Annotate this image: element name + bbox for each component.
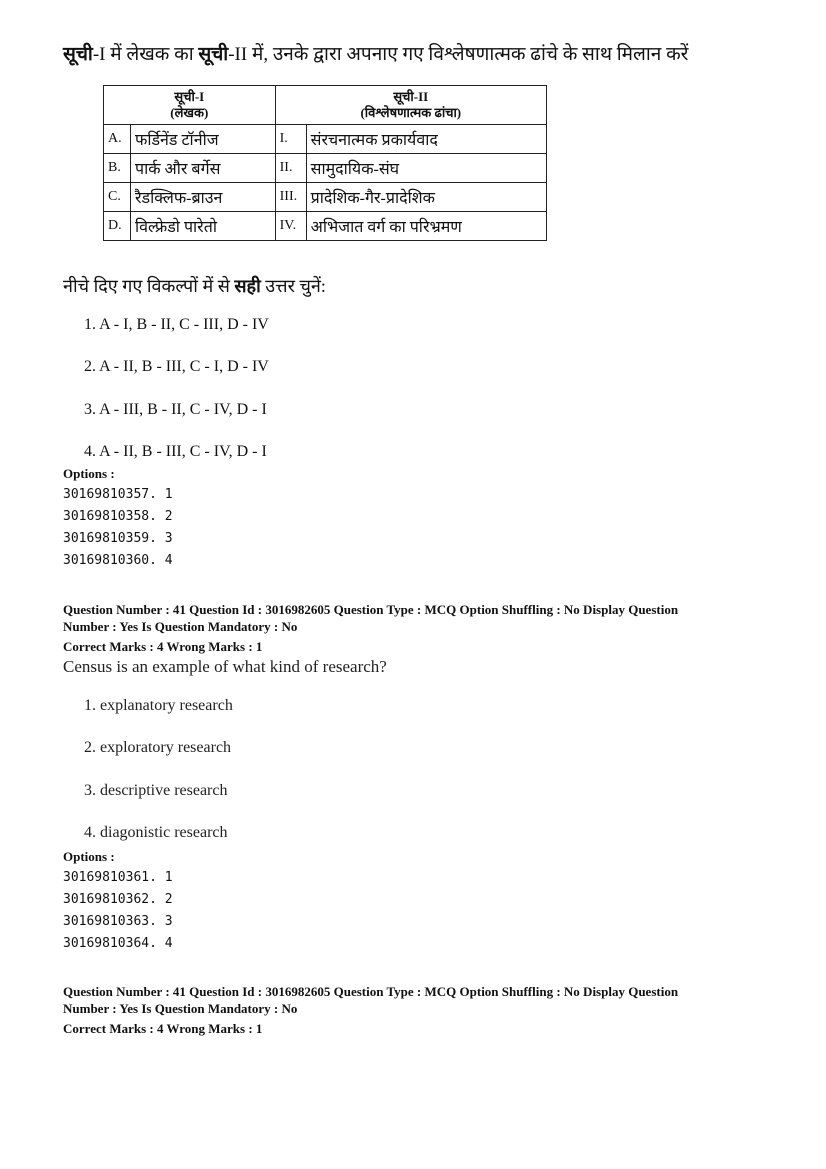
- row-label: II.: [275, 154, 306, 183]
- author-cell: फर्डिनेंड टॉनीज: [131, 125, 276, 154]
- option-id: 30169810358. 2: [63, 509, 173, 524]
- row-label: C.: [104, 183, 131, 212]
- framework-cell: संरचनात्मक प्रकार्यवाद: [306, 125, 546, 154]
- answer-option-3[interactable]: 3. descriptive research: [84, 782, 228, 799]
- title-bold-3: सूची: [198, 44, 229, 65]
- title-bold-1: सूची: [63, 44, 93, 65]
- marks-info: Correct Marks : 4 Wrong Marks : 1: [63, 639, 263, 654]
- framework-cell: प्रादेशिक-गैर-प्रादेशिक: [306, 183, 546, 212]
- answer-option-2[interactable]: 2. A - II, B - III, C - I, D - IV: [84, 358, 269, 375]
- framework-cell: अभिजात वर्ग का परिभ्रमण: [306, 212, 546, 241]
- question-meta: Question Number : 41 Question Id : 3016982605 Question Type : MCQ Option Shuffling : No Display Question Number : Yes Is Question Mandatory : No Correct Marks : 4 Wrong Marks : 1: [63, 601, 763, 655]
- table-row: [104, 154, 547, 183]
- option-id: 30169810359. 3: [63, 531, 173, 546]
- answer-option-4[interactable]: 4. diagonistic research: [84, 824, 228, 841]
- option-id: 30169810361. 1: [63, 870, 173, 885]
- row-label: B.: [104, 154, 131, 183]
- match-table: [103, 85, 547, 241]
- title-part-2: -I में लेखक का: [92, 44, 199, 65]
- list-2-header: सूची-II (विश्लेषणात्मक ढांचा): [275, 86, 546, 125]
- option-id: 30169810357. 1: [63, 487, 173, 502]
- answer-option-4[interactable]: 4. A - II, B - III, C - IV, D - I: [84, 443, 267, 460]
- option-id: 30169810364. 4: [63, 936, 173, 951]
- row-label: IV.: [275, 212, 306, 241]
- answer-option-3[interactable]: 3. A - III, B - II, C - IV, D - I: [84, 401, 267, 418]
- title-part-4: -II में, उनके द्वारा अपनाए गए विश्लेषणात्मक ढांचे के साथ मिलान करें: [228, 44, 689, 65]
- author-cell: पार्क और बर्गेस: [131, 154, 276, 183]
- list-1-header: सूची-I (लेखक): [104, 86, 276, 125]
- option-id: 30169810363. 3: [63, 914, 173, 929]
- option-id: 30169810360. 4: [63, 553, 173, 568]
- option-id: 30169810362. 2: [63, 892, 173, 907]
- answer-option-1[interactable]: 1. explanatory research: [84, 697, 233, 714]
- table-row: [104, 125, 547, 154]
- options-label: Options :: [63, 849, 115, 864]
- row-label: I.: [275, 125, 306, 154]
- question-title: [63, 40, 688, 66]
- author-cell: विल्फ्रेडो पारेतो: [131, 212, 276, 241]
- table-row: [104, 183, 547, 212]
- answer-option-2[interactable]: 2. exploratory research: [84, 739, 232, 756]
- answer-option-1[interactable]: 1. A - I, B - II, C - III, D - IV: [84, 316, 269, 333]
- row-label: A.: [104, 125, 131, 154]
- framework-cell: सामुदायिक-संघ: [306, 154, 546, 183]
- choose-instruction: नीचे दिए गए विकल्पों में से सही उत्तर चुनें:: [63, 276, 326, 296]
- author-cell: रैडक्लिफ-ब्राउन: [131, 183, 276, 212]
- table-row: [104, 212, 547, 241]
- row-label: D.: [104, 212, 131, 241]
- table-header-row: [104, 86, 547, 125]
- row-label: III.: [275, 183, 306, 212]
- question-meta: Question Number : 41 Question Id : 3016982605 Question Type : MCQ Option Shuffling : No Display Question Number : Yes Is Question Mandatory : No Correct Marks : 4 Wrong Marks : 1: [63, 983, 763, 1037]
- marks-info: Correct Marks : 4 Wrong Marks : 1: [63, 1021, 263, 1036]
- options-label: Options :: [63, 466, 115, 481]
- question-text: Census is an example of what kind of research?: [63, 657, 387, 676]
